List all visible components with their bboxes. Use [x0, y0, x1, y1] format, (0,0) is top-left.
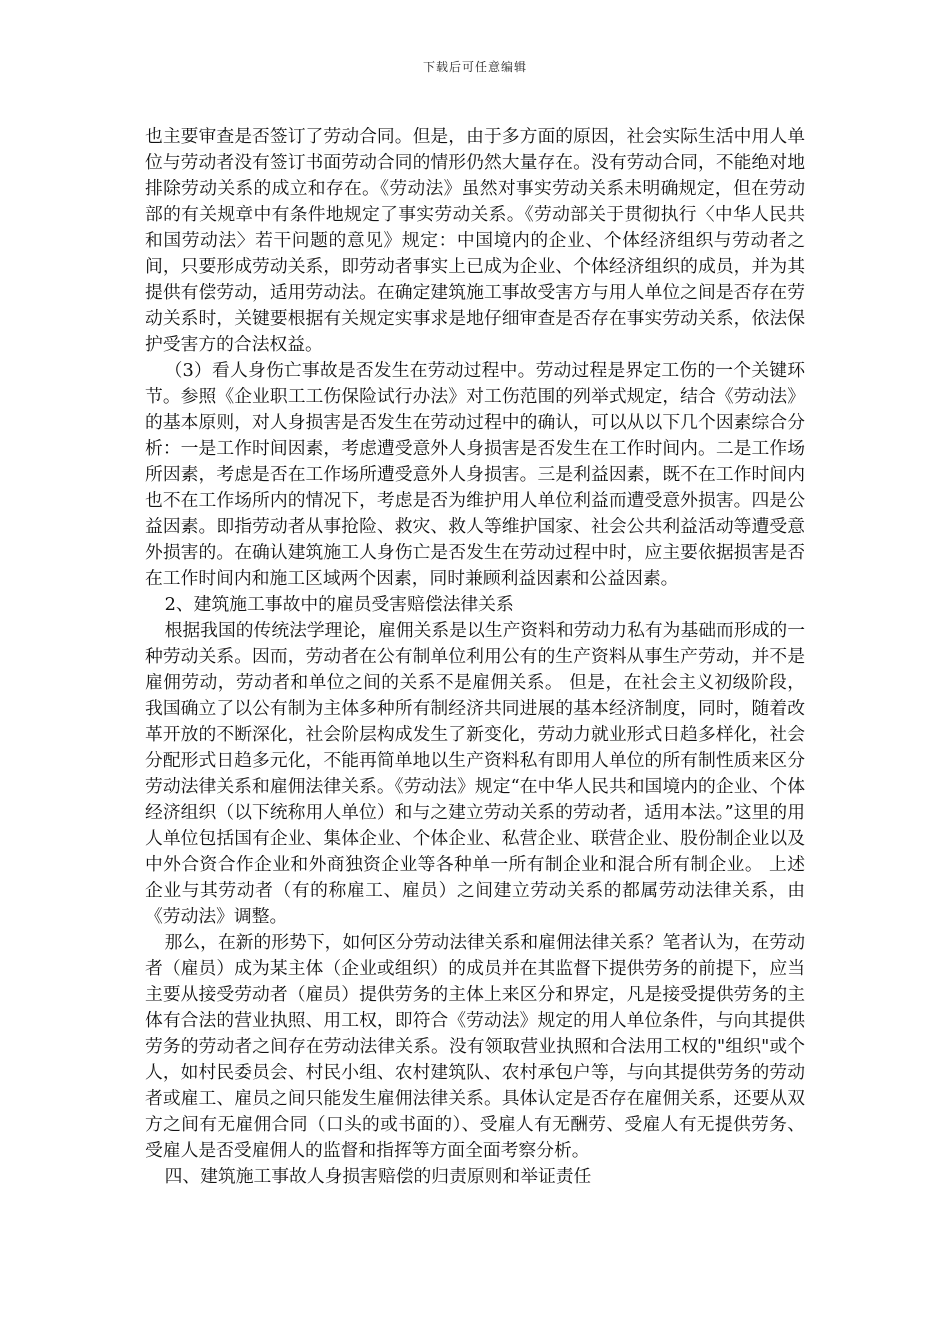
paragraph-continuation: 也主要审查是否签订了劳动合同。但是，由于多方面的原因，社会实际生活中用人单位与劳动者没有签订书面劳动合同的情形仍然大量存在。没有劳动合同，不能绝对地排除劳动关系的成立和存在。《劳动法》虽然对事实劳动关系未明确规定，但在劳动部的有关规章中有条件地规定了事实劳动关系。《劳动部关于贯彻执行〈中华人民共和国劳动法〉若干问题的意见》规定：中国境内的企业、个体经济组织与劳动者之间，只要形成劳动关系，即劳动者事实上已成为企业、个体经济组织的成员，并为其提供有偿劳动，适用劳动法。在确定建筑施工事故受害方与用人单位之间是否存在劳动关系时，关键要根据有关规定实事求是地仔细审查是否存在事实劳动关系，依法保护受害方的合法权益。	[145, 126, 805, 355]
paragraph-item-3: （3）看人身伤亡事故是否发生在劳动过程中。劳动过程是界定工伤的一个关键环节。参照《企业职工工伤保险试行办法》对工伤范围的列举式规定，结合《劳动法》的基本原则，对人身损害是否发生在劳动过程中的确认，可以从以下几个因素综合分析：一是工作时间因素，考虑遭受意外人身损害是否发生在工作时间内。二是工作场所因素，考虑是否在工作场所遭受意外人身损害。三是利益因素，既不在工作时间内也不在工作场所内的情况下，考虑是否为维护用人单位利益而遭受意外损害。四是公益因素。即指劳动者从事抢险、救灾、救人等维护国家、社会公共利益活动等遭受意外损害的。在确认建筑施工人身伤亡是否发生在劳动过程中时，应主要依据损害是否在工作时间内和施工区域两个因素，同时兼顾利益因素和公益因素。	[145, 360, 805, 589]
paragraph-distinguish-relations: 那么，在新的形势下，如何区分劳动法律关系和雇佣法律关系？笔者认为，在劳动者（雇员）成为某主体（企业或组织）的成员并在其监督下提供劳务的前提下，应当主要从接受劳动者（雇员）提供劳务的主体上来区分和界定，凡是接受提供劳务的主体有合法的营业执照、用工权，即符合《劳动法》规定的用人单位条件，与向其提供劳务的劳动者之间存在劳动法律关系。没有领取营业执照和合法用工权的"组织"或个人，如村民委员会、村民小组、农村建筑队、农村承包户等，与向其提供劳务的劳动者或雇工、雇员之间只能发生雇佣法律关系。具体认定是否存在雇佣关系，还要从双方之间有无雇佣合同（口头的或书面的）、受雇人有无酬劳、受雇人有无提供劳务、受雇人是否受雇佣人的监督和指挥等方面全面考察分析。	[145, 932, 805, 1161]
section-heading-4: 四、建筑施工事故人身损害赔偿的归责原则和举证责任	[164, 1166, 592, 1187]
page-header: 下载后可任意编辑	[422, 60, 527, 74]
section-heading-2: 2、建筑施工事故中的雇员受害赔偿法律关系	[164, 594, 514, 615]
document-body	[145, 124, 805, 1190]
paragraph-employment-relation: 根据我国的传统法学理论，雇佣关系是以生产资料和劳动力私有为基础而形成的一种劳动关系。因而，劳动者在公有制单位利用公有的生产资料从事生产劳动，并不是雇佣劳动，劳动者和单位之间的关系不是雇佣关系。 但是，在社会主义初级阶段，我国确立了以公有制为主体多种所有制经济共同进展的基本经济制度，同时，随着改革开放的不断深化，社会阶层构成发生了新变化，劳动力就业形式日趋多样化，社会分配形式日趋多元化，不能再简单地以生产资料私有即用人单位的所有制性质来区分劳动法律关系和雇佣法律关系。《劳动法》规定“在中华人民共和国境内的企业、个体经济组织（以下统称用人单位）和与之建立劳动关系的劳动者，适用本法。”这里的用人单位包括国有企业、集体企业、个体企业、私营企业、联营企业、股份制企业以及中外合资合作企业和外商独资企业等各种单一所有制企业和混合所有制企业。 上述企业与其劳动者（有的称雇工、雇员）之间建立劳动关系的都属劳动法律关系，由《劳动法》调整。	[145, 620, 805, 927]
